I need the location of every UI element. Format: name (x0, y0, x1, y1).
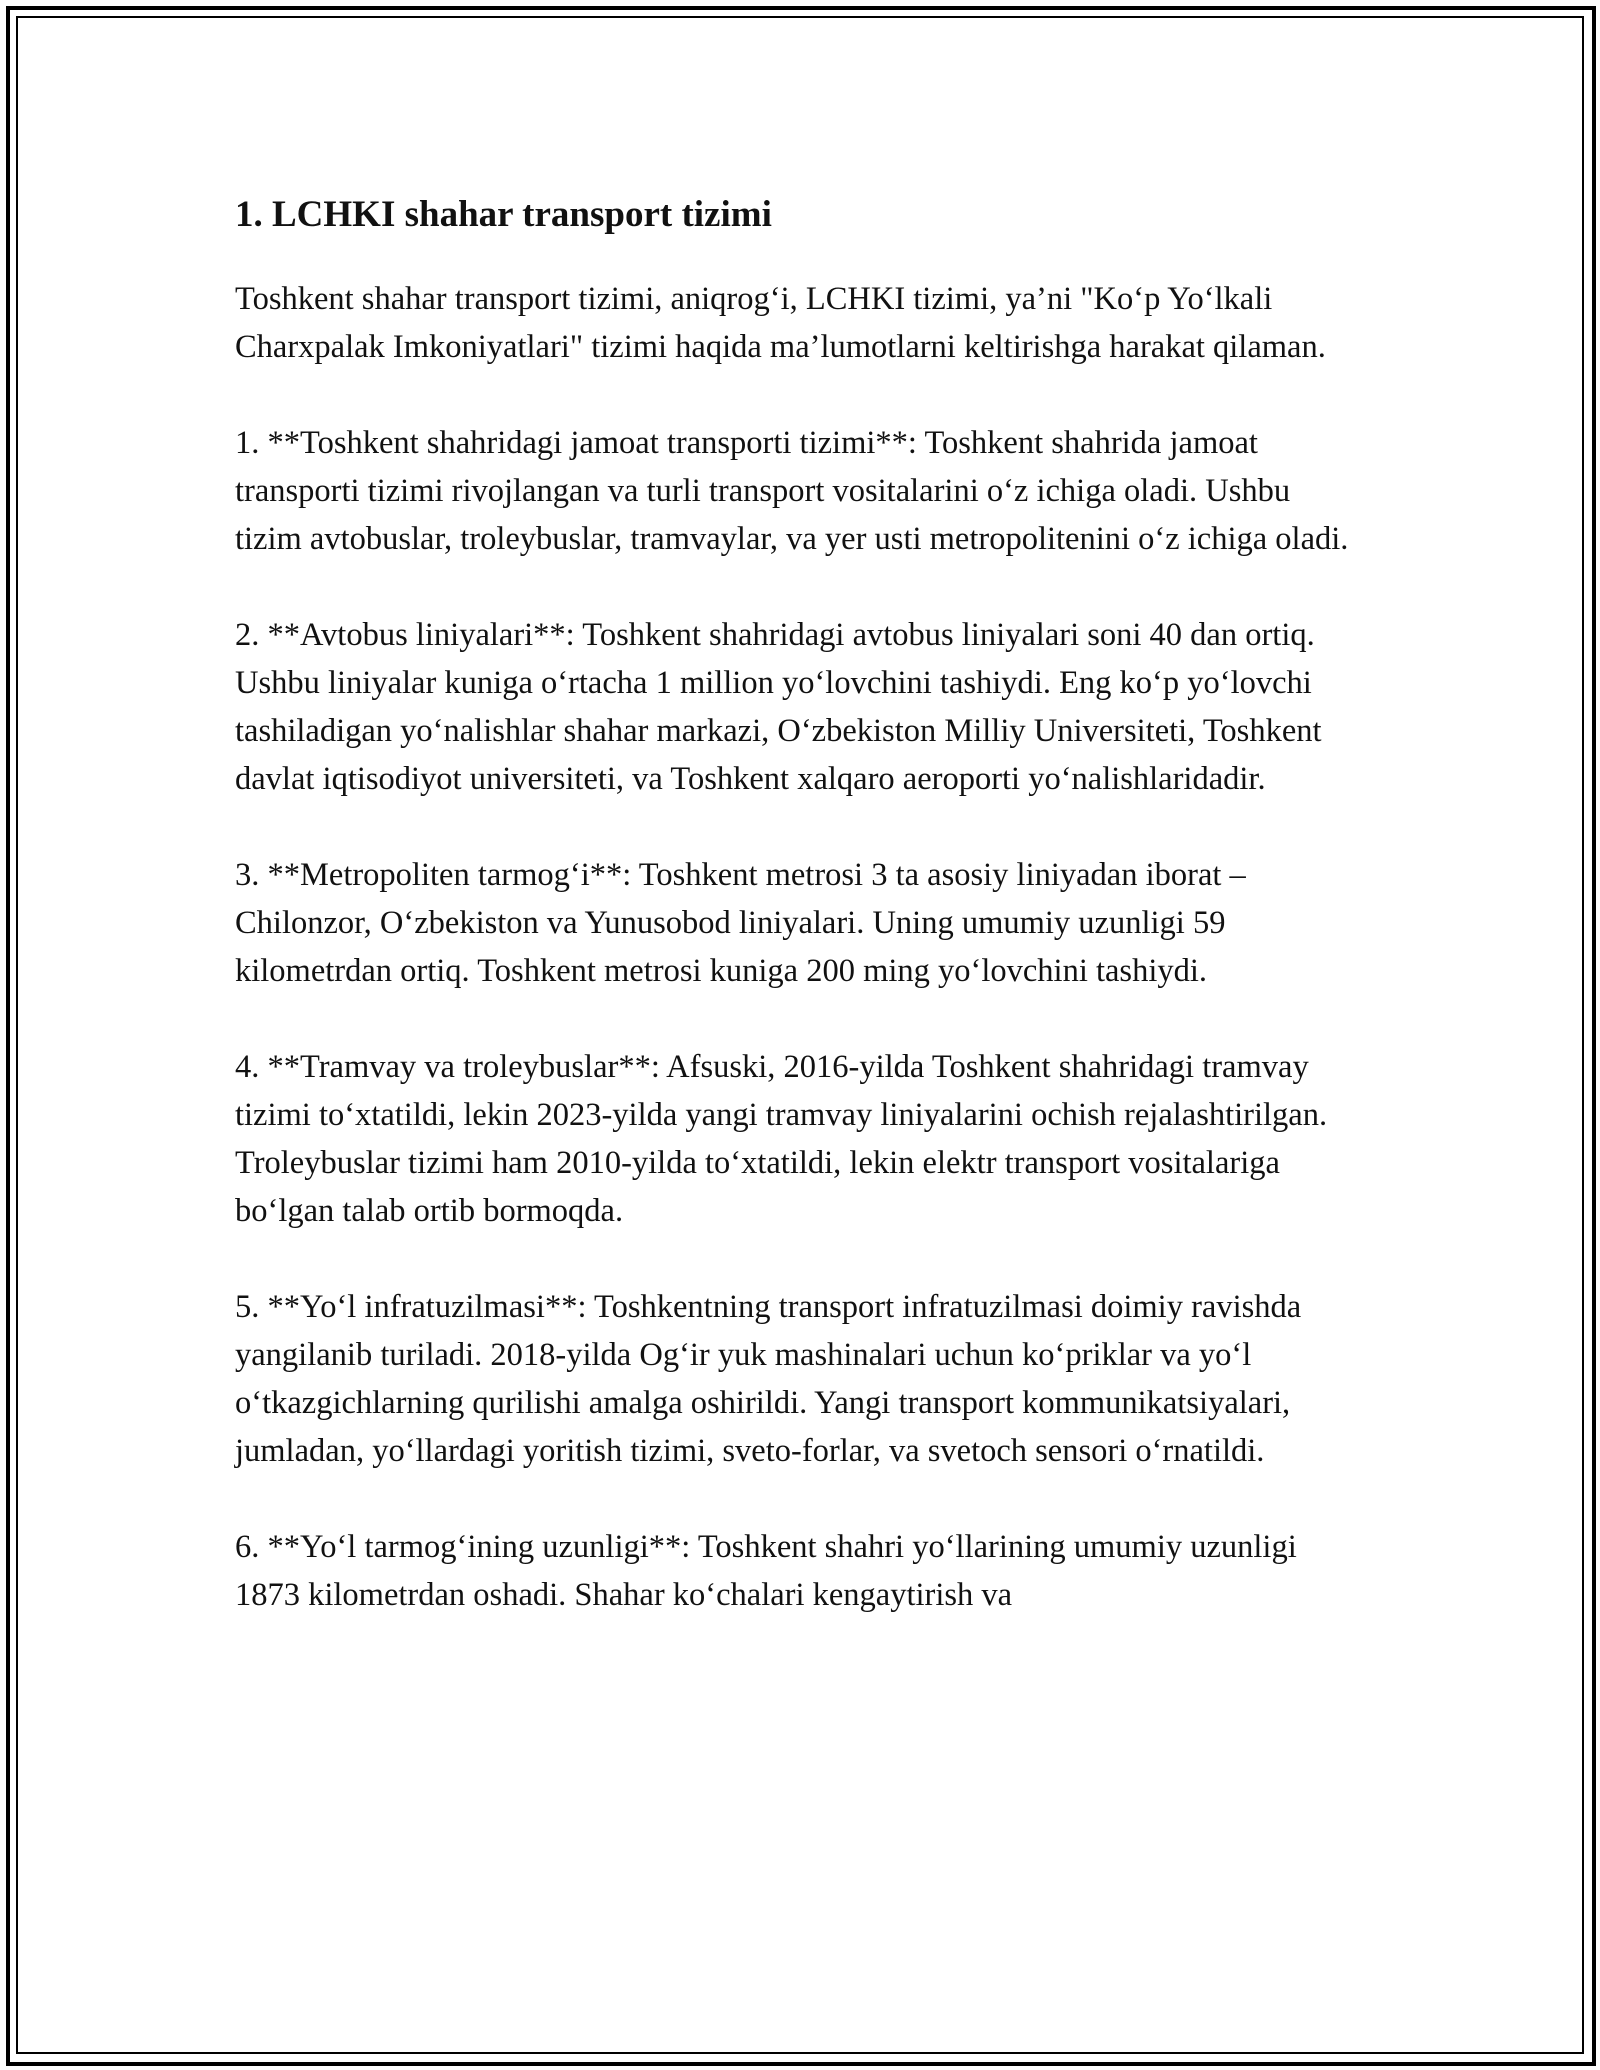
intro-paragraph: Toshkent shahar transport tizimi, aniqrog‘i, LCHKI tizimi, ya’ni "Ko‘p Yo‘lkali Charxpalak Imkoniyatlari" tizimi haqida ma’lumotlarni keltirishga harakat qilaman. (235, 281, 1326, 365)
paragraph-public-transport: 1. **Toshkent shahridagi jamoat transporti tizimi**: Toshkent shahrida jamoat transporti tizimi rivojlangan va turli transport vositalarini o‘z ichiga oladi. Ushbu tizim avtobuslar, troleybuslar, tramvaylar, va yer usti metropolitenini o‘z ichiga oladi. (235, 425, 1349, 557)
document-body (235, 185, 1365, 1619)
paragraph-tram-trolleybus: 4. **Tramvay va troleybuslar**: Afsuski, 2016-yilda Toshkent shahridagi tramvay tizimi to‘xtatildi, lekin 2023-yilda yangi tramvay liniyalarini ochish rejalashtirilgan. Troleybuslar tizimi ham 2010-yilda to‘xtatildi, lekin elektr transport vositalariga bo‘lgan talab ortib bormoqda. (235, 1049, 1328, 1229)
document-title: 1. LCHKI shahar transport tizimi (235, 194, 772, 235)
paragraph-road-network-length: 6. **Yo‘l tarmog‘ining uzunligi**: Toshkent shahri yo‘llarining umumiy uzunligi 1873 kilometrdan oshadi. Shahar ko‘chalari kengaytirish va (235, 1529, 1297, 1613)
paragraph-road-infrastructure: 5. **Yo‘l infratuzilmasi**: Toshkentning transport infratuzilmasi doimiy ravishda yangilanib turiladi. 2018-yilda Og‘ir yuk mashinalari uchun ko‘priklar va yo‘l o‘tkazgichlarning qurilishi amalga oshirildi. Yangi transport kommunikatsiyalari, jumladan, yo‘llardagi yoritish tizimi, sveto-forlar, va svetoch sensori o‘rnatildi. (235, 1289, 1302, 1469)
paragraph-bus-lines: 2. **Avtobus liniyalari**: Toshkent shahridagi avtobus liniyalari soni 40 dan ortiq. Ushbu liniyalar kuniga o‘rtacha 1 million yo‘lovchini tashiydi. Eng ko‘p yo‘lovchi tashiladigan yo‘nalishlar shahar markazi, O‘zbekiston Milliy Universiteti, Toshkent davlat iqtisodiyot universiteti, va Toshkent xalqaro aeroporti yo‘nalishlaridadir. (235, 617, 1322, 797)
paragraph-metro-network: 3. **Metropoliten tarmog‘i**: Toshkent metrosi 3 ta asosiy liniyadan iborat – Chilonzor, O‘zbekiston va Yunusobod liniyalari. Uning umumiy uzunligi 59 kilometrdan ortiq. Toshkent metrosi kuniga 200 ming yo‘lovchini tashiydi. (235, 857, 1246, 989)
